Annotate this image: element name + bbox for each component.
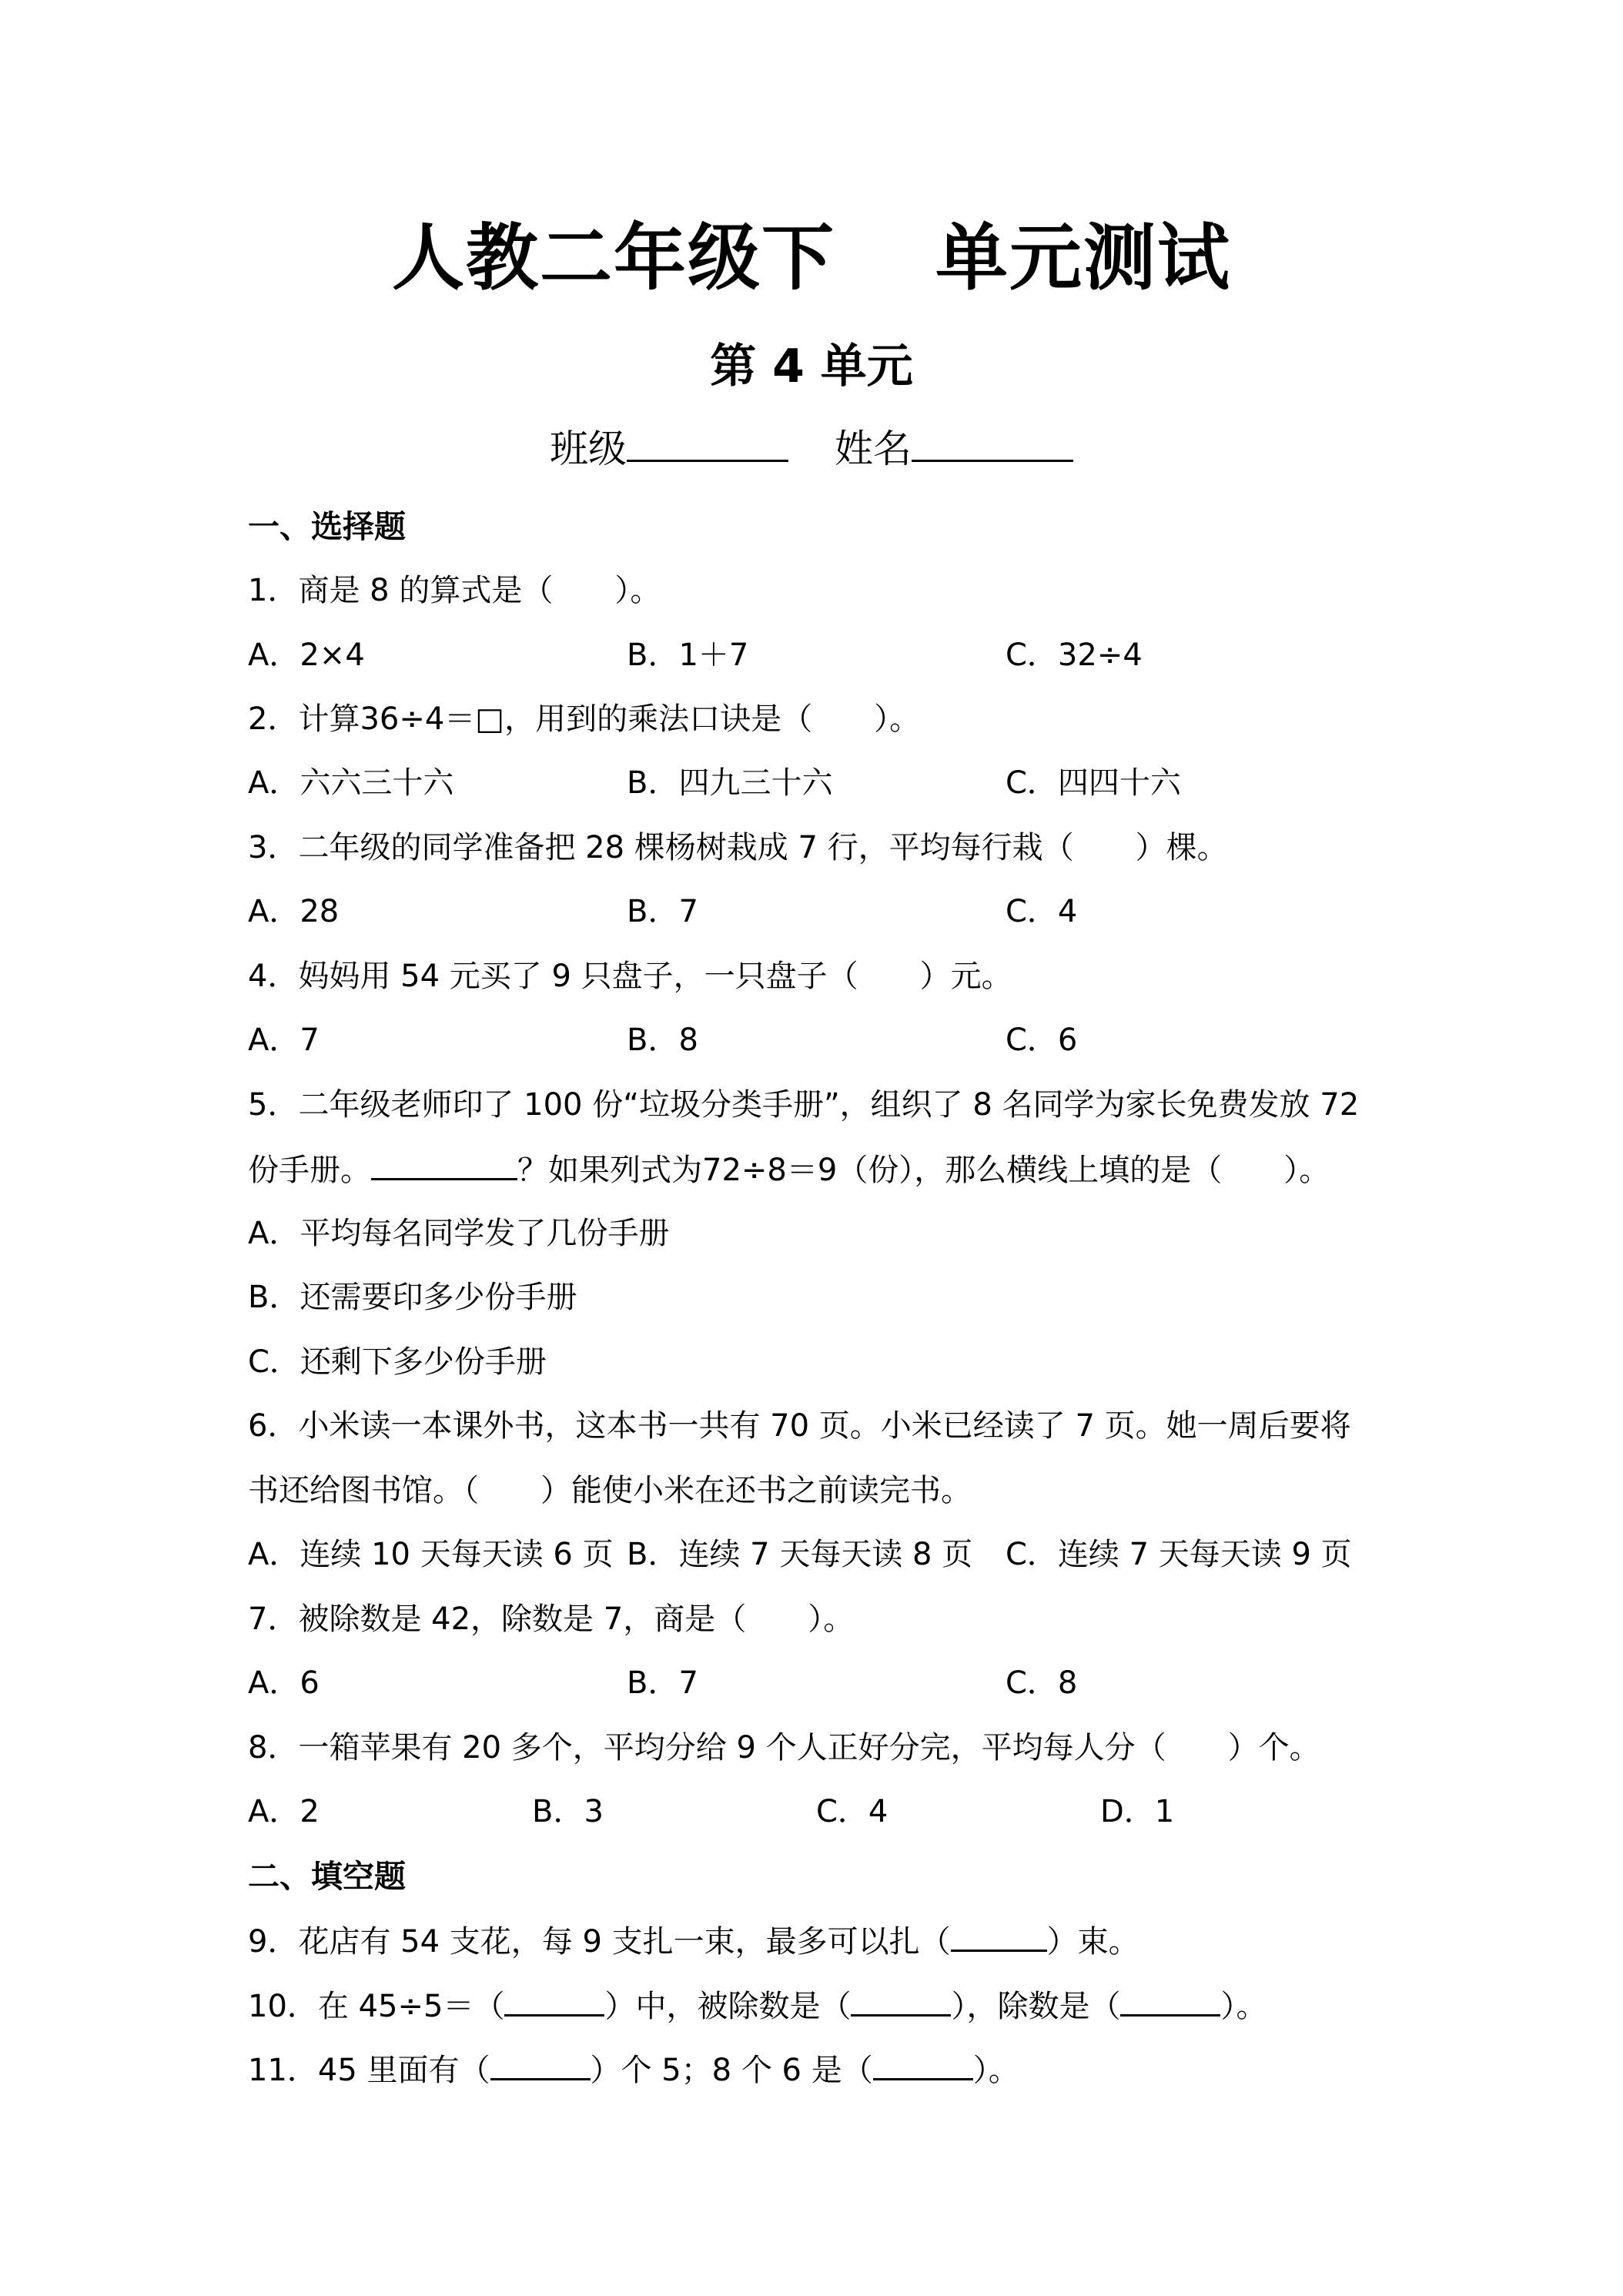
question-7-option-a[interactable]: A．6	[248, 1665, 320, 1701]
question-8-option-d[interactable]: D．1	[1100, 1794, 1175, 1829]
question-4-stem: 4．妈妈用 54 元买了 9 只盘子，一只盘子（ ）元。	[248, 959, 1012, 994]
question-5-option-b[interactable]: B．还需要印多少份手册	[248, 1280, 577, 1315]
question-7-option-c[interactable]: C．8	[1006, 1665, 1078, 1701]
question-10-text-3: ），除数是（	[951, 1989, 1121, 2024]
question-11-text-1: 11．45 里面有（	[248, 2053, 490, 2088]
question-1-option-a[interactable]: A．2×4	[248, 638, 365, 673]
question-2-stem: 2．计算36÷4＝□，用到的乘法口诀是（ ）。	[248, 701, 921, 737]
question-10-blank-1[interactable]	[504, 1986, 604, 2017]
class-label: 班级	[550, 427, 627, 471]
student-info	[0, 426, 1623, 472]
question-8-option-b[interactable]: B．3	[532, 1794, 604, 1829]
question-9-text-2: ）束。	[1046, 1924, 1139, 1960]
question-5-stem-line-2	[248, 1150, 1330, 1189]
title-left: 人教二年级下	[391, 216, 835, 300]
name-label: 姓名	[835, 427, 912, 471]
question-10-blank-3[interactable]	[1120, 1986, 1220, 2017]
title-right: 单元测试	[935, 216, 1232, 300]
question-5-option-c[interactable]: C．还剩下多少份手册	[248, 1344, 547, 1380]
question-8-option-c[interactable]: C．4	[816, 1794, 888, 1829]
question-1-option-b[interactable]: B．1＋7	[627, 638, 749, 673]
question-10-text-1: 10．在 45÷5＝（	[248, 1989, 505, 2024]
class-blank[interactable]	[627, 426, 788, 462]
question-3-stem: 3．二年级的同学准备把 28 棵杨树栽成 7 行，平均每行栽（ ）棵。	[248, 830, 1228, 865]
question-9-text-1: 9．花店有 54 支花，每 9 支扎一束，最多可以扎（	[248, 1924, 951, 1960]
question-11-blank-1[interactable]	[490, 2050, 591, 2080]
question-9	[248, 1922, 1139, 1960]
question-8-stem: 8．一箱苹果有 20 多个，平均分给 9 个人正好分完，平均每人分（ ）个。	[248, 1730, 1320, 1766]
name-blank[interactable]	[912, 426, 1073, 462]
section-choice-heading: 一、选择题	[248, 508, 406, 545]
question-3-option-b[interactable]: B．7	[627, 894, 698, 929]
question-10-text-4: ）。	[1220, 1989, 1267, 2024]
question-9-blank[interactable]	[951, 1922, 1047, 1952]
question-10	[248, 1986, 1267, 2025]
question-1-stem: 1．商是 8 的算式是（ ）。	[248, 573, 661, 608]
question-2-option-a[interactable]: A．六六三十六	[248, 765, 454, 801]
unit-heading: 第 4 单元	[710, 340, 913, 393]
question-7-stem: 7．被除数是 42，除数是 7，商是（ ）。	[248, 1602, 855, 1637]
question-10-blank-2[interactable]	[851, 1986, 951, 2017]
question-10-text-2: ）中，被除数是（	[604, 1989, 852, 2024]
question-3-option-a[interactable]: A．28	[248, 894, 340, 929]
question-5-stem-post: ？如果列式为72÷8＝9（份），那么横线上填的是（ ）。	[517, 1153, 1330, 1188]
question-2-option-b[interactable]: B．四九三十六	[627, 765, 833, 801]
question-11-text-2: ）个 5；8 个 6 是（	[590, 2053, 873, 2088]
question-7-option-b[interactable]: B．7	[627, 1665, 698, 1701]
question-6-stem-line-2: 书还给图书馆。（ ）能使小米在还书之前读完书。	[248, 1473, 972, 1508]
question-2-option-c[interactable]: C．四四十六	[1006, 765, 1181, 801]
section-fill-heading: 二、填空题	[248, 1858, 406, 1895]
question-5-stem-pre: 份手册。	[248, 1153, 371, 1188]
question-5-stem-line-1: 5．二年级老师印了 100 份“垃圾分类手册”，组织了 8 名同学为家长免费发放 72	[248, 1087, 1360, 1123]
worksheet-title	[0, 216, 1623, 303]
question-11-text-3: ）。	[972, 2053, 1019, 2088]
question-11-blank-2[interactable]	[873, 2050, 973, 2080]
question-6-option-a[interactable]: A．连续 10 天每天读 6 页	[248, 1537, 614, 1572]
question-4-option-a[interactable]: A．7	[248, 1022, 320, 1058]
question-6-stem-line-1: 6．小米读一本课外书，这本书一共有 70 页。小米已经读了 7 页。她一周后要将	[248, 1408, 1351, 1444]
question-4-option-b[interactable]: B．8	[627, 1022, 698, 1058]
question-8-option-a[interactable]: A．2	[248, 1794, 320, 1829]
question-1-option-c[interactable]: C．32÷4	[1006, 638, 1143, 673]
question-11	[248, 2050, 1019, 2089]
question-6-option-b[interactable]: B．连续 7 天每天读 8 页	[627, 1537, 973, 1572]
question-5-option-a[interactable]: A．平均每名同学发了几份手册	[248, 1216, 670, 1251]
question-3-option-c[interactable]: C．4	[1006, 894, 1078, 929]
question-5-blank[interactable]	[371, 1150, 517, 1180]
question-6-option-c[interactable]: C．连续 7 天每天读 9 页	[1006, 1537, 1352, 1572]
question-4-option-c[interactable]: C．6	[1006, 1022, 1078, 1058]
